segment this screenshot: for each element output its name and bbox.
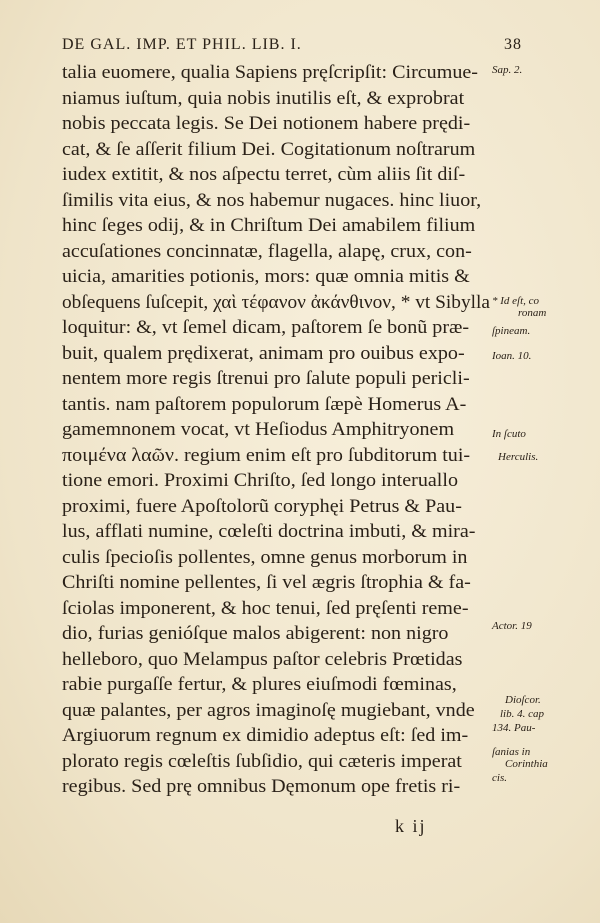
margin-note: 134. Pau- [492,722,536,734]
margin-note: ſanias in [492,746,531,758]
margin-note: cis. [492,772,507,784]
text-line: plorato regis cœleſtis ſubſidio, qui cæteris imperat [62,750,462,772]
text-line: uicia, amarities potionis, mors: quæ omnia mitis & [62,266,470,287]
margin-note: ſpineam. [492,325,531,337]
text-line: quæ palantes, per agros imaginoſę mugiebant, vnde [62,699,475,721]
text-line: gamemnonem vocat, vt Heſiodus Amphitryonem [62,419,455,440]
page-header [62,36,522,58]
margin-note: ronam [518,307,547,319]
text-line: dio, furias genióſque malos abigerent: non nigro [62,623,449,644]
text-line: helleboro, quo Melampus paſtor celebris Prœtidas [62,648,463,670]
text-line: iudex extitit, & nos aſpectu terret, cùm aliis ſit diſ- [62,164,466,185]
text-line: ποιμένα λαῶν. regium enim eſt pro ſubditorum tui- [62,444,471,466]
margin-note: * Id eſt, co [492,295,540,307]
text-line: cat, & ſe aſſerit filium Dei. Cogitationum noſtrarum [62,138,476,160]
text-line: proximi, fuere Apoſtolorũ coryphęi Petrus & Pau- [62,495,462,517]
margin-note: lib. 4. cap [500,708,544,720]
main-text [62,60,502,800]
text-line: nentem more regis ſtrenui pro ſalute populi pericli- [62,368,470,389]
text-line: Chriſti nomine pellentes, ſi vel ægris ſtrophia & fa- [62,572,471,593]
text-line: regibus. Sed prę omnibus Dęmonum ope fretis ri- [62,776,461,797]
running-head: DE GAL. IMP. ET PHIL. LIB. I. [62,36,302,53]
text-line: buit, qualem prędixerat, animam pro ouibus expo- [62,342,465,364]
margin-note: Corinthia [505,758,548,770]
text-line: niamus iuſtum, quia nobis inutilis eſt, & exprobrat [62,87,465,109]
text-line: talia euomere, qualia Sapiens pręſcripſit: Circumue- [62,62,478,83]
margin-note: In ſcuto [492,428,526,440]
signature-mark: k ij [395,816,427,836]
margin-note: Herculis. [498,451,539,463]
text-line: loquitur: &, vt ſemel dicam, paſtorem ſe bonũ præ- [62,317,470,338]
text-line: ſciolas imponerent, & hoc tenui, ſed pręſenti reme- [62,597,469,619]
text-line: tantis. nam paſtorem populorum ſæpè Homerus A- [62,393,467,415]
margin-note: Dioſcor. [505,694,541,706]
folio-number: 38 [504,36,522,53]
text-line: culis ſpecioſis pollentes, omne genus morborum in [62,546,468,568]
text-line: Argiuorum regnum ex dimidio adeptus eſt: ſed im- [62,725,469,746]
text-line: nobis peccata legis. Se Dei notionem habere prędi- [62,113,471,134]
text-line: lus, afflati numine, cœleſti doctrina imbuti, & mira- [62,521,476,542]
text-line: ſimilis vita eius, & nos habemur nugaces. hinc liuor, [62,189,482,211]
text-line: hinc ſeges odij, & in Chriſtum Dei amabilem filium [62,215,476,236]
text-line: rabie purgaſſe fertur, & plures eiuſmodi fœminas, [62,674,457,695]
text-line: tione emori. Proximi Chriſto, ſed longo interuallo [62,470,459,491]
text-line: obſequens ſuſcepit, χαὶ τέφανον ἀκάνθινον, * vt Sibylla [62,291,491,313]
text-line: accuſationes concinnatæ, flagella, alapę, crux, con- [62,240,472,262]
margin-note: Actor. 19 [492,620,532,632]
margin-note: Sap. 2. [492,64,523,76]
margin-note: Ioan. 10. [492,350,532,362]
